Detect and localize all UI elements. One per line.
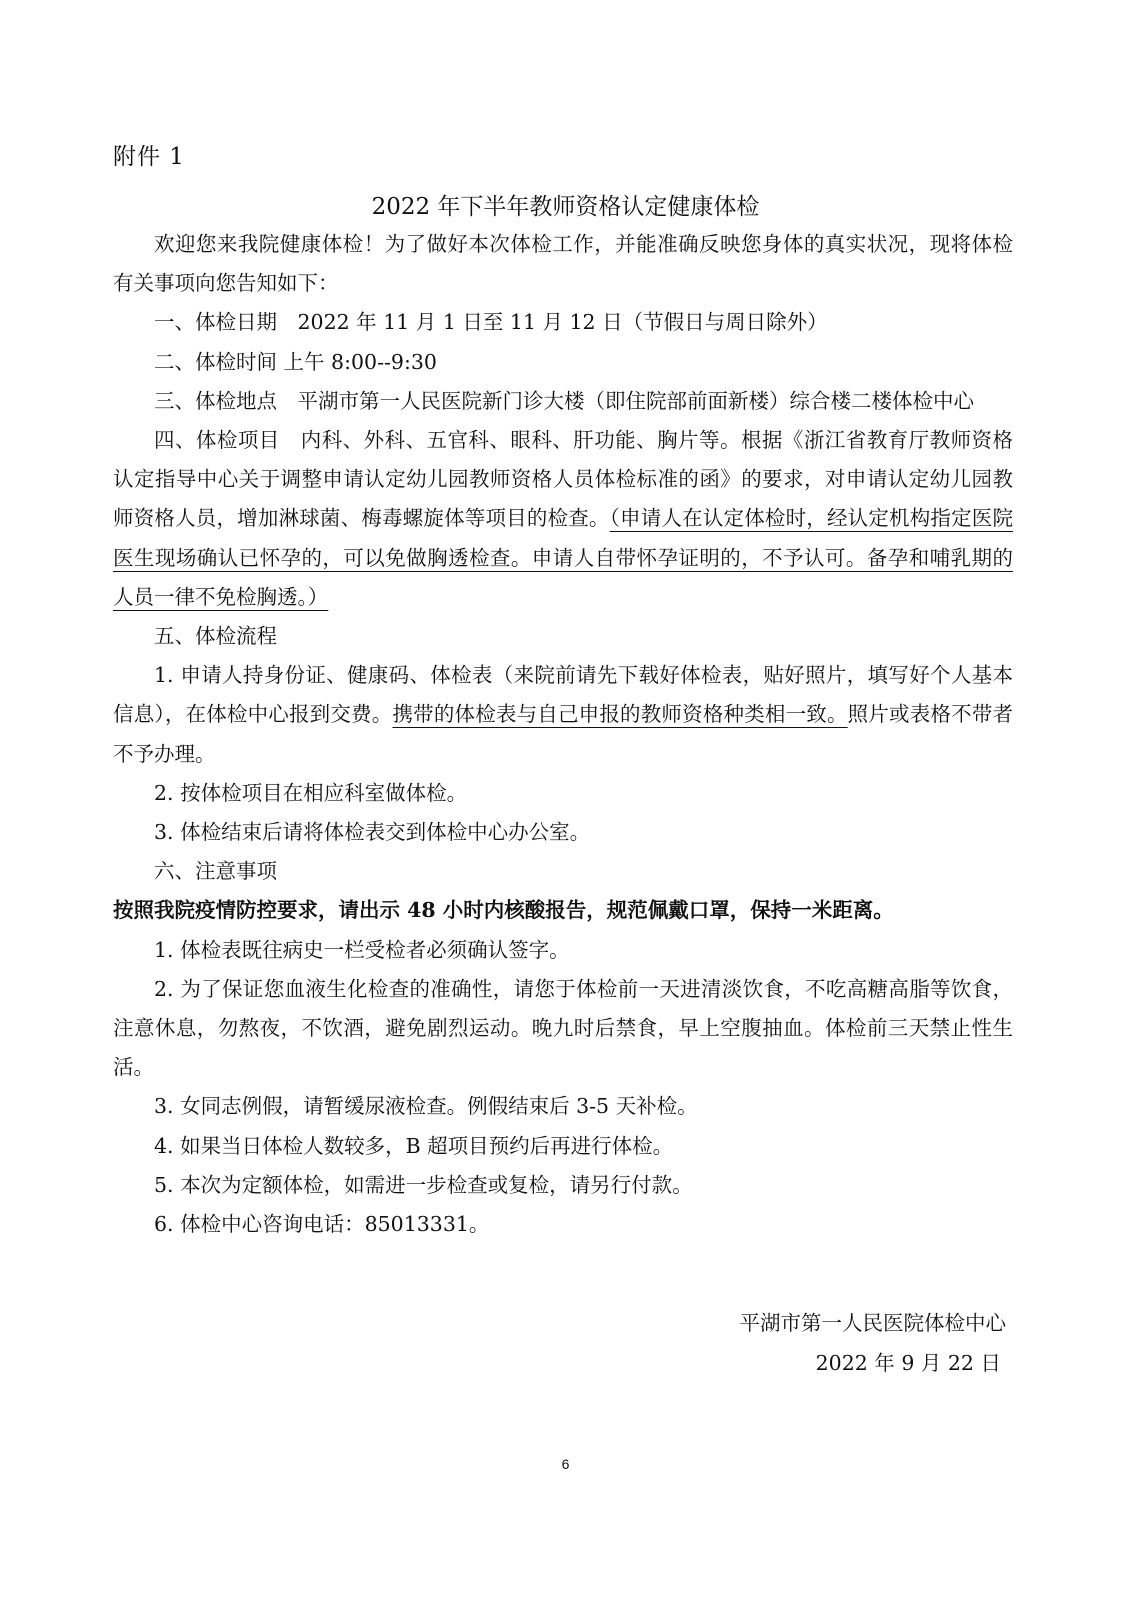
exam-date-line: 一、体检日期 2022 年 11 月 1 日至 11 月 12 日（节假日与周日除外）	[154, 310, 828, 335]
note-item: 5. 本次为定额体检，如需进一步检查或复检，请另行付款。	[154, 1172, 693, 1197]
exam-items-text: 四、体检项目 内科、外科、五官科、眼科、肝功能、胸片等。根据《浙江省教育厅教师资格认定指导中心关于调整申请认定幼儿园教师资格人员体检标准的函》的要求，对申请认定幼儿园教师资格人员，增加淋球菌、梅毒螺旋体等项目的检查。	[113, 428, 1013, 531]
signature-date: 2022 年 9 月 22 日	[815, 1351, 1001, 1375]
signature-block	[740, 1303, 1007, 1383]
intro-paragraph: 欢迎您来我院健康体检！为了做好本次体检工作，并能准确反映您身体的真实状况，现将体检有关事项向您告知如下：	[113, 232, 1013, 296]
process-step-2: 2. 按体检项目在相应科室做体检。	[154, 780, 468, 805]
exam-items-paragraph	[113, 421, 1013, 617]
process-heading: 五、体检流程	[154, 624, 277, 649]
process-step-1-text: 1. 申请人持身份证、健康码、体检表（来院前请先下载好体检表，贴好照片，填写好个人基本信息），在体检中心报到交费。	[113, 663, 1013, 727]
note-item: 2. 为了保证您血液生化检查的准确性，请您于体检前一天进清淡饮食，不吃高糖高脂等饮食，注意休息，勿熬夜，不饮酒，避免剧烈运动。晚九时后禁食，早上空腹抽血。体检前三天禁止性生活。	[113, 976, 1013, 1080]
document-body	[113, 225, 1013, 1244]
signature-organization: 平湖市第一人民医院体检中心	[739, 1311, 1006, 1335]
process-step-1-end: 照片或表格不带者不予办理。	[113, 702, 1014, 766]
exam-location-line: 三、体检地点 平湖市第一人民医院新门诊大楼（即住院部前面新楼）综合楼二楼体检中心	[154, 388, 974, 413]
attachment-label: 附件 1	[113, 144, 185, 170]
note-item: 6. 体检中心咨询电话：85013331。	[154, 1212, 490, 1237]
notes-heading: 六、注意事项	[154, 859, 277, 884]
page-number: 6	[561, 1456, 570, 1472]
exam-time-line: 二、体检时间 上午 8:00--9:30	[154, 349, 437, 374]
note-item: 3. 女同志例假，请暂缓尿液检查。例假结束后 3-5 天补检。	[154, 1094, 698, 1119]
note-item: 4. 如果当日体检人数较多，B 超项目预约后再进行体检。	[154, 1133, 674, 1158]
process-step-3: 3. 体检结束后请将体检表交到体检中心办公室。	[154, 820, 591, 845]
covid-requirement-bold: 按照我院疫情防控要求，请出示 48 小时内核酸报告，规范佩戴口罩，保持一米距离。	[113, 898, 894, 923]
note-item: 1. 体检表既往病史一栏受检者必须确认签字。	[154, 937, 570, 962]
process-step-1	[113, 656, 1013, 774]
document-title: 2022 年下半年教师资格认定健康体检	[371, 194, 760, 220]
pregnancy-note-underlined: （申请人在认定体检时，经认定机构指定医院医生现场确认已怀孕的，可以免做胸透检查。申请人自带怀孕证明的，不予认可。备孕和哺乳期的人员一律不免检胸透。）	[113, 506, 1014, 609]
process-step-1-underlined: 携带的体检表与自己申报的教师资格种类相一致。	[392, 702, 848, 727]
